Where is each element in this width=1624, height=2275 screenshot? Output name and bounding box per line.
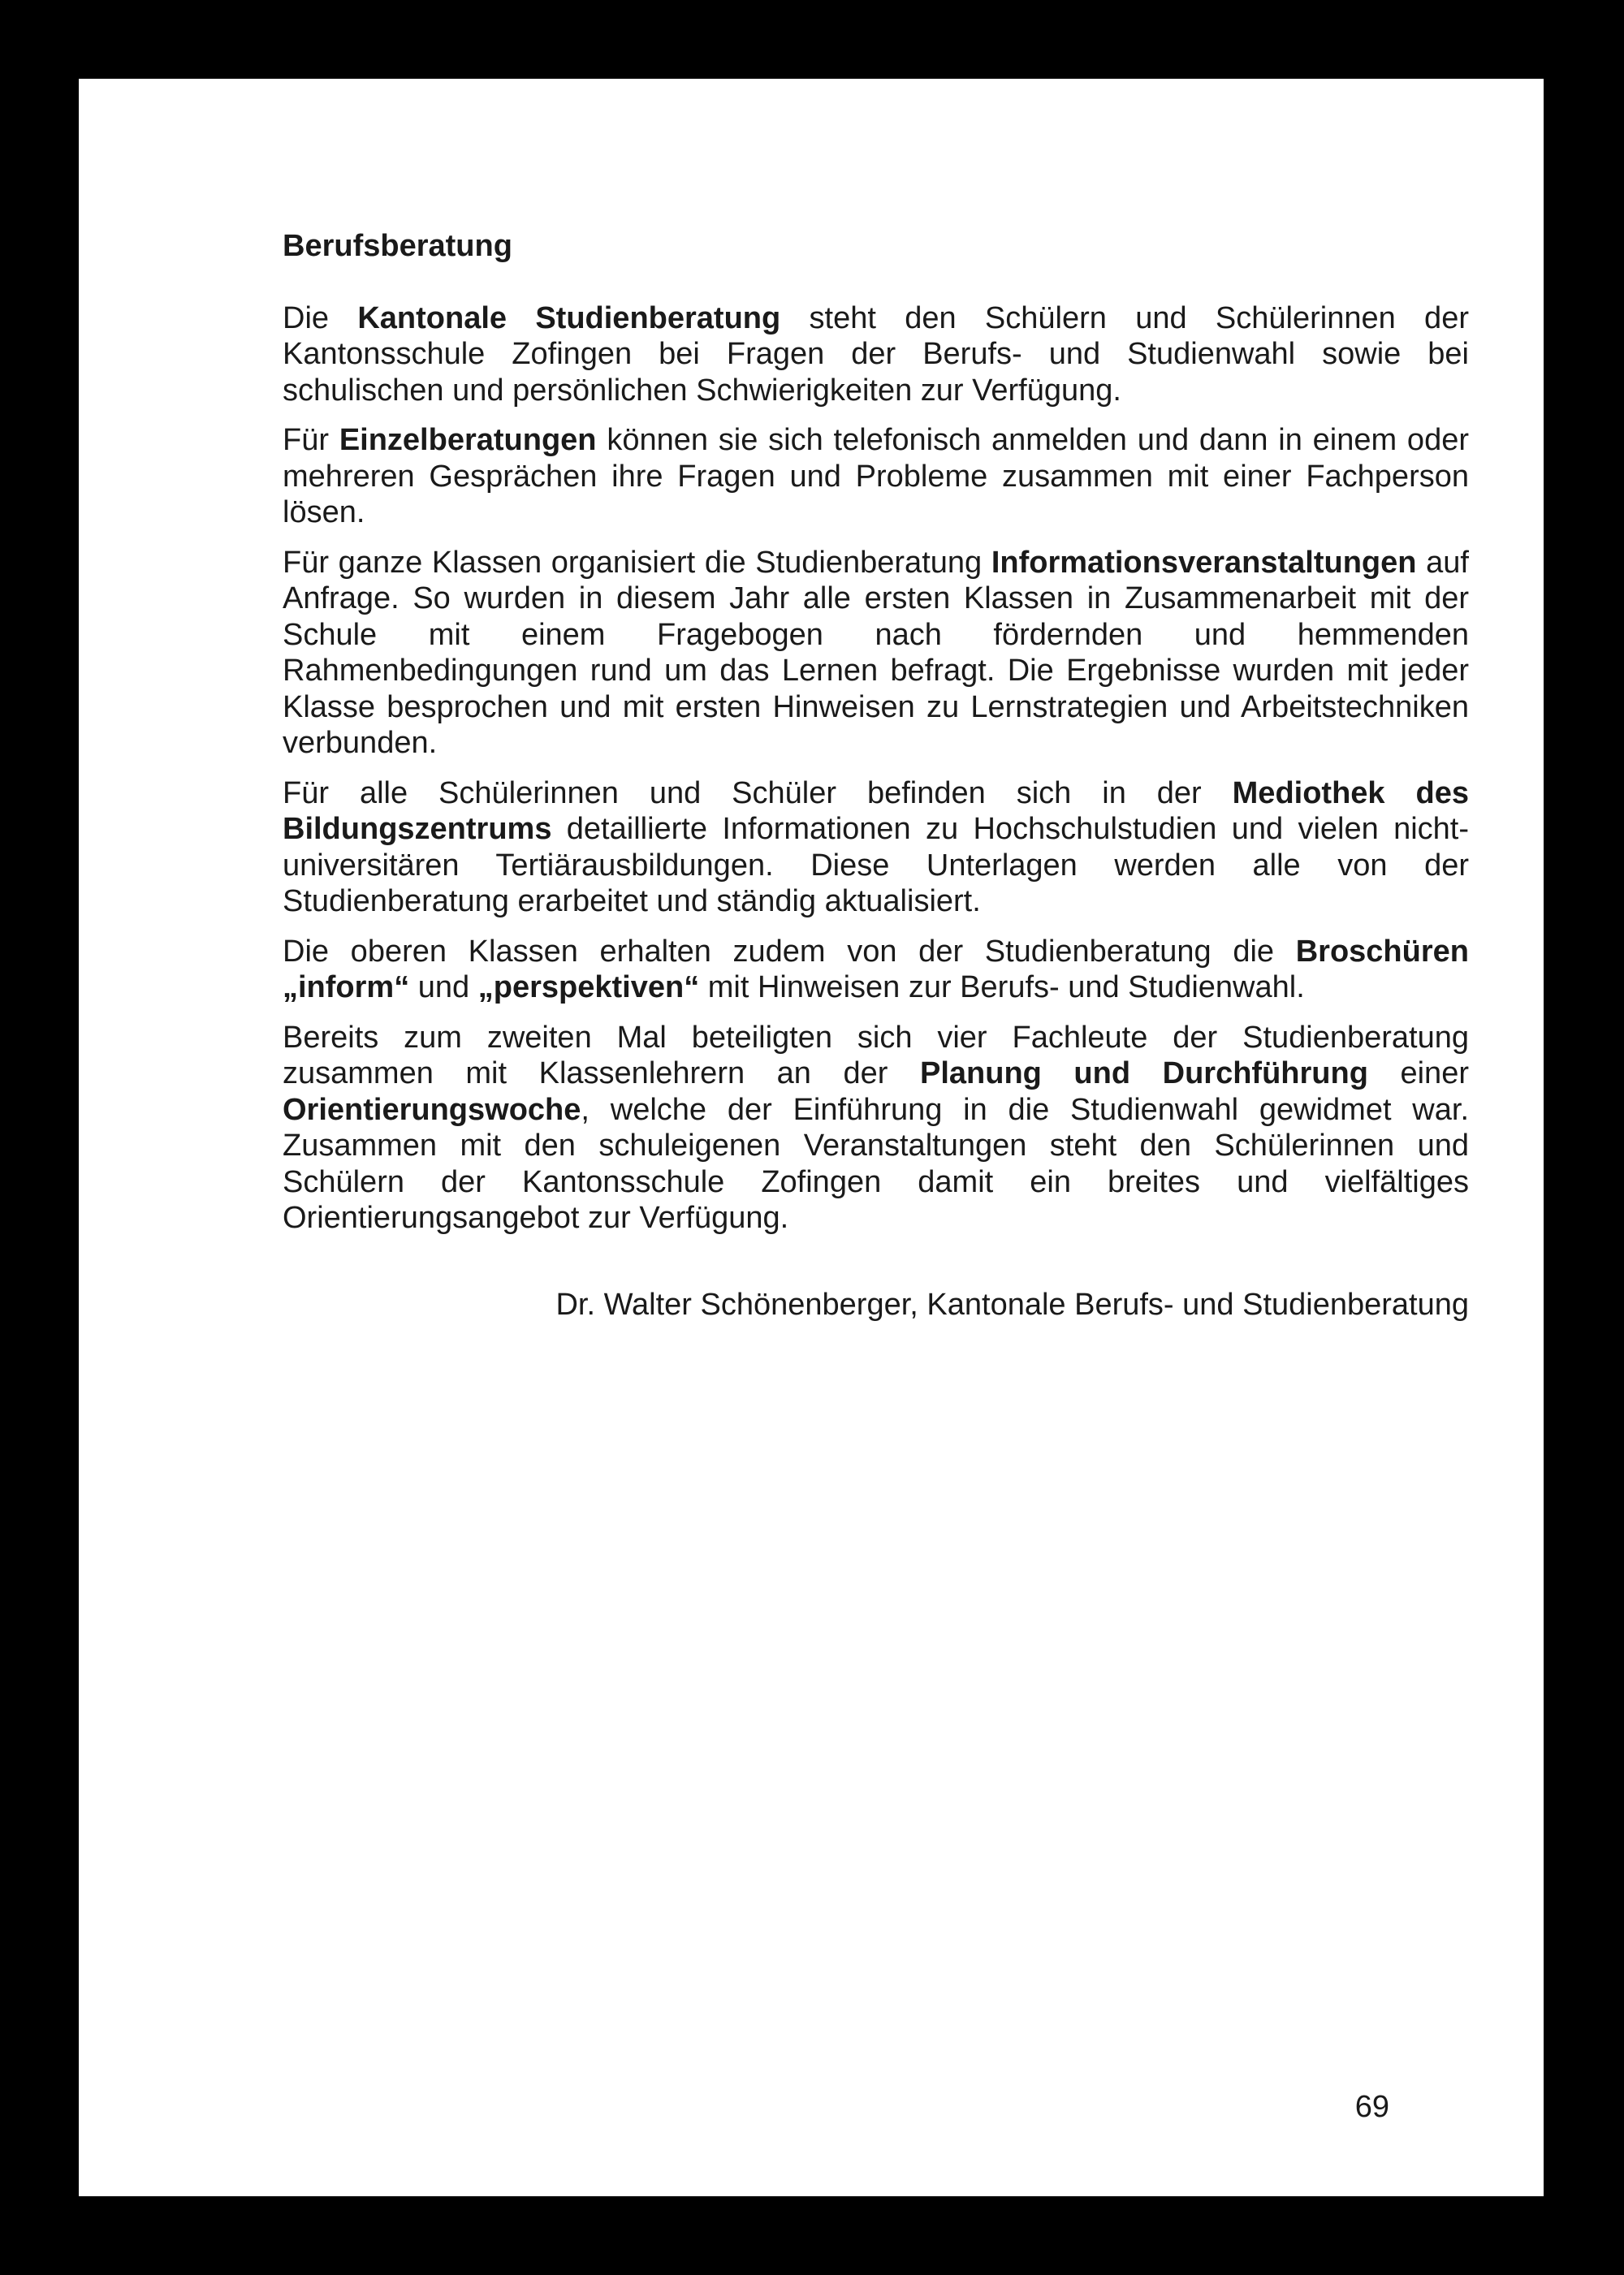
p6-bold-2: Orientierungswoche — [283, 1092, 581, 1127]
p4-text-1: Für alle Schülerinnen und Schüler befinden sich in der — [283, 775, 1233, 810]
p2-text-2: können sie sich telefonisch anmelden und dann in einem oder mehreren Gesprächen ihre Fragen und Probleme zusammen mit einer Fachperson lösen. — [283, 423, 1469, 529]
p6-bold-1: Planung und Durchführung — [919, 1056, 1368, 1090]
p5-text-3: mit Hinweisen zur Berufs- und Studienwahl. — [699, 970, 1305, 1004]
p1-text-2: steht den Schülern und Schülerinnen der Kantonsschule Zofingen bei Fragen der Berufs- und Studienwahl sowie bei schulischen und persönlichen Schwierigkeiten zur Verfügung. — [283, 300, 1469, 408]
p1-text-1: Die — [283, 300, 358, 335]
p6-text-1: Bereits zum zweiten Mal beteiligten sich vier Fachleute der Studienberatung zusammen mit Klassenlehrern an der — [283, 1020, 1469, 1090]
document-page — [79, 79, 1544, 2196]
section-heading: Berufsberatung — [283, 229, 512, 263]
p4-text-2: detaillierte Informationen zu Hochschulstudien und vielen nicht-universitären Tertiärausbildungen. Diese Unterlagen werden alle von der Studienberatung erarbeitet und ständig aktualisiert. — [283, 812, 1469, 918]
p5-text-1: Die oberen Klassen erhalten zudem von der Studienberatung die — [283, 934, 1296, 969]
document-body — [283, 228, 1469, 1323]
p3-bold-1: Informationsveranstaltungen — [991, 545, 1417, 580]
p5-bold-2: „perspektiven“ — [477, 970, 700, 1004]
paragraph-orientierungswoche — [283, 1020, 1469, 1237]
paragraph-einzelberatungen — [283, 422, 1469, 531]
p3-text-1: Für ganze Klassen organisiert die Studienberatung — [283, 545, 991, 580]
paragraph-studienberatung — [283, 300, 1469, 409]
paragraph-mediothek — [283, 775, 1469, 920]
p6-text-2: einer — [1367, 1056, 1469, 1090]
p5-bold-1: Broschüren „inform“ — [283, 934, 1469, 1004]
p4-bold-1: Mediothek des Bildungszentrums — [283, 775, 1469, 846]
p6-text-3: , welche der Einführung in die Studienwahl gewidmet war. Zusammen mit den schuleigenen Veranstaltungen steht den Schülerinnen und Schülern der Kantonsschule Zofingen damit ein breites und vielfältiges Orientierungsangebot zur Verfügung. — [283, 1092, 1469, 1235]
p5-text-2: und — [409, 970, 478, 1004]
p2-bold-1: Einzelberatungen — [339, 423, 597, 457]
paragraph-broschueren — [283, 934, 1469, 1006]
p2-text-1: Für — [283, 423, 339, 457]
paragraph-informationsveranstaltungen — [283, 545, 1469, 762]
p1-bold-1: Kantonale Studienberatung — [357, 300, 781, 335]
p3-text-2: auf Anfrage. So wurden in diesem Jahr alle ersten Klassen in Zusammenarbeit mit der Schule mit einem Fragebogen nach fördernden und hemmenden Rahmenbedingungen rund um das Lernen befragt. Die Ergebnisse wurden mit jeder Klasse besprochen und mit ersten Hinweisen zu Lernstrategien und Arbeitstechniken verbunden. — [283, 545, 1469, 760]
author-signature: Dr. Walter Schönenberger, Kantonale Berufs- und Studienberatung — [555, 1287, 1469, 1322]
page-number: 69 — [1354, 2090, 1389, 2124]
